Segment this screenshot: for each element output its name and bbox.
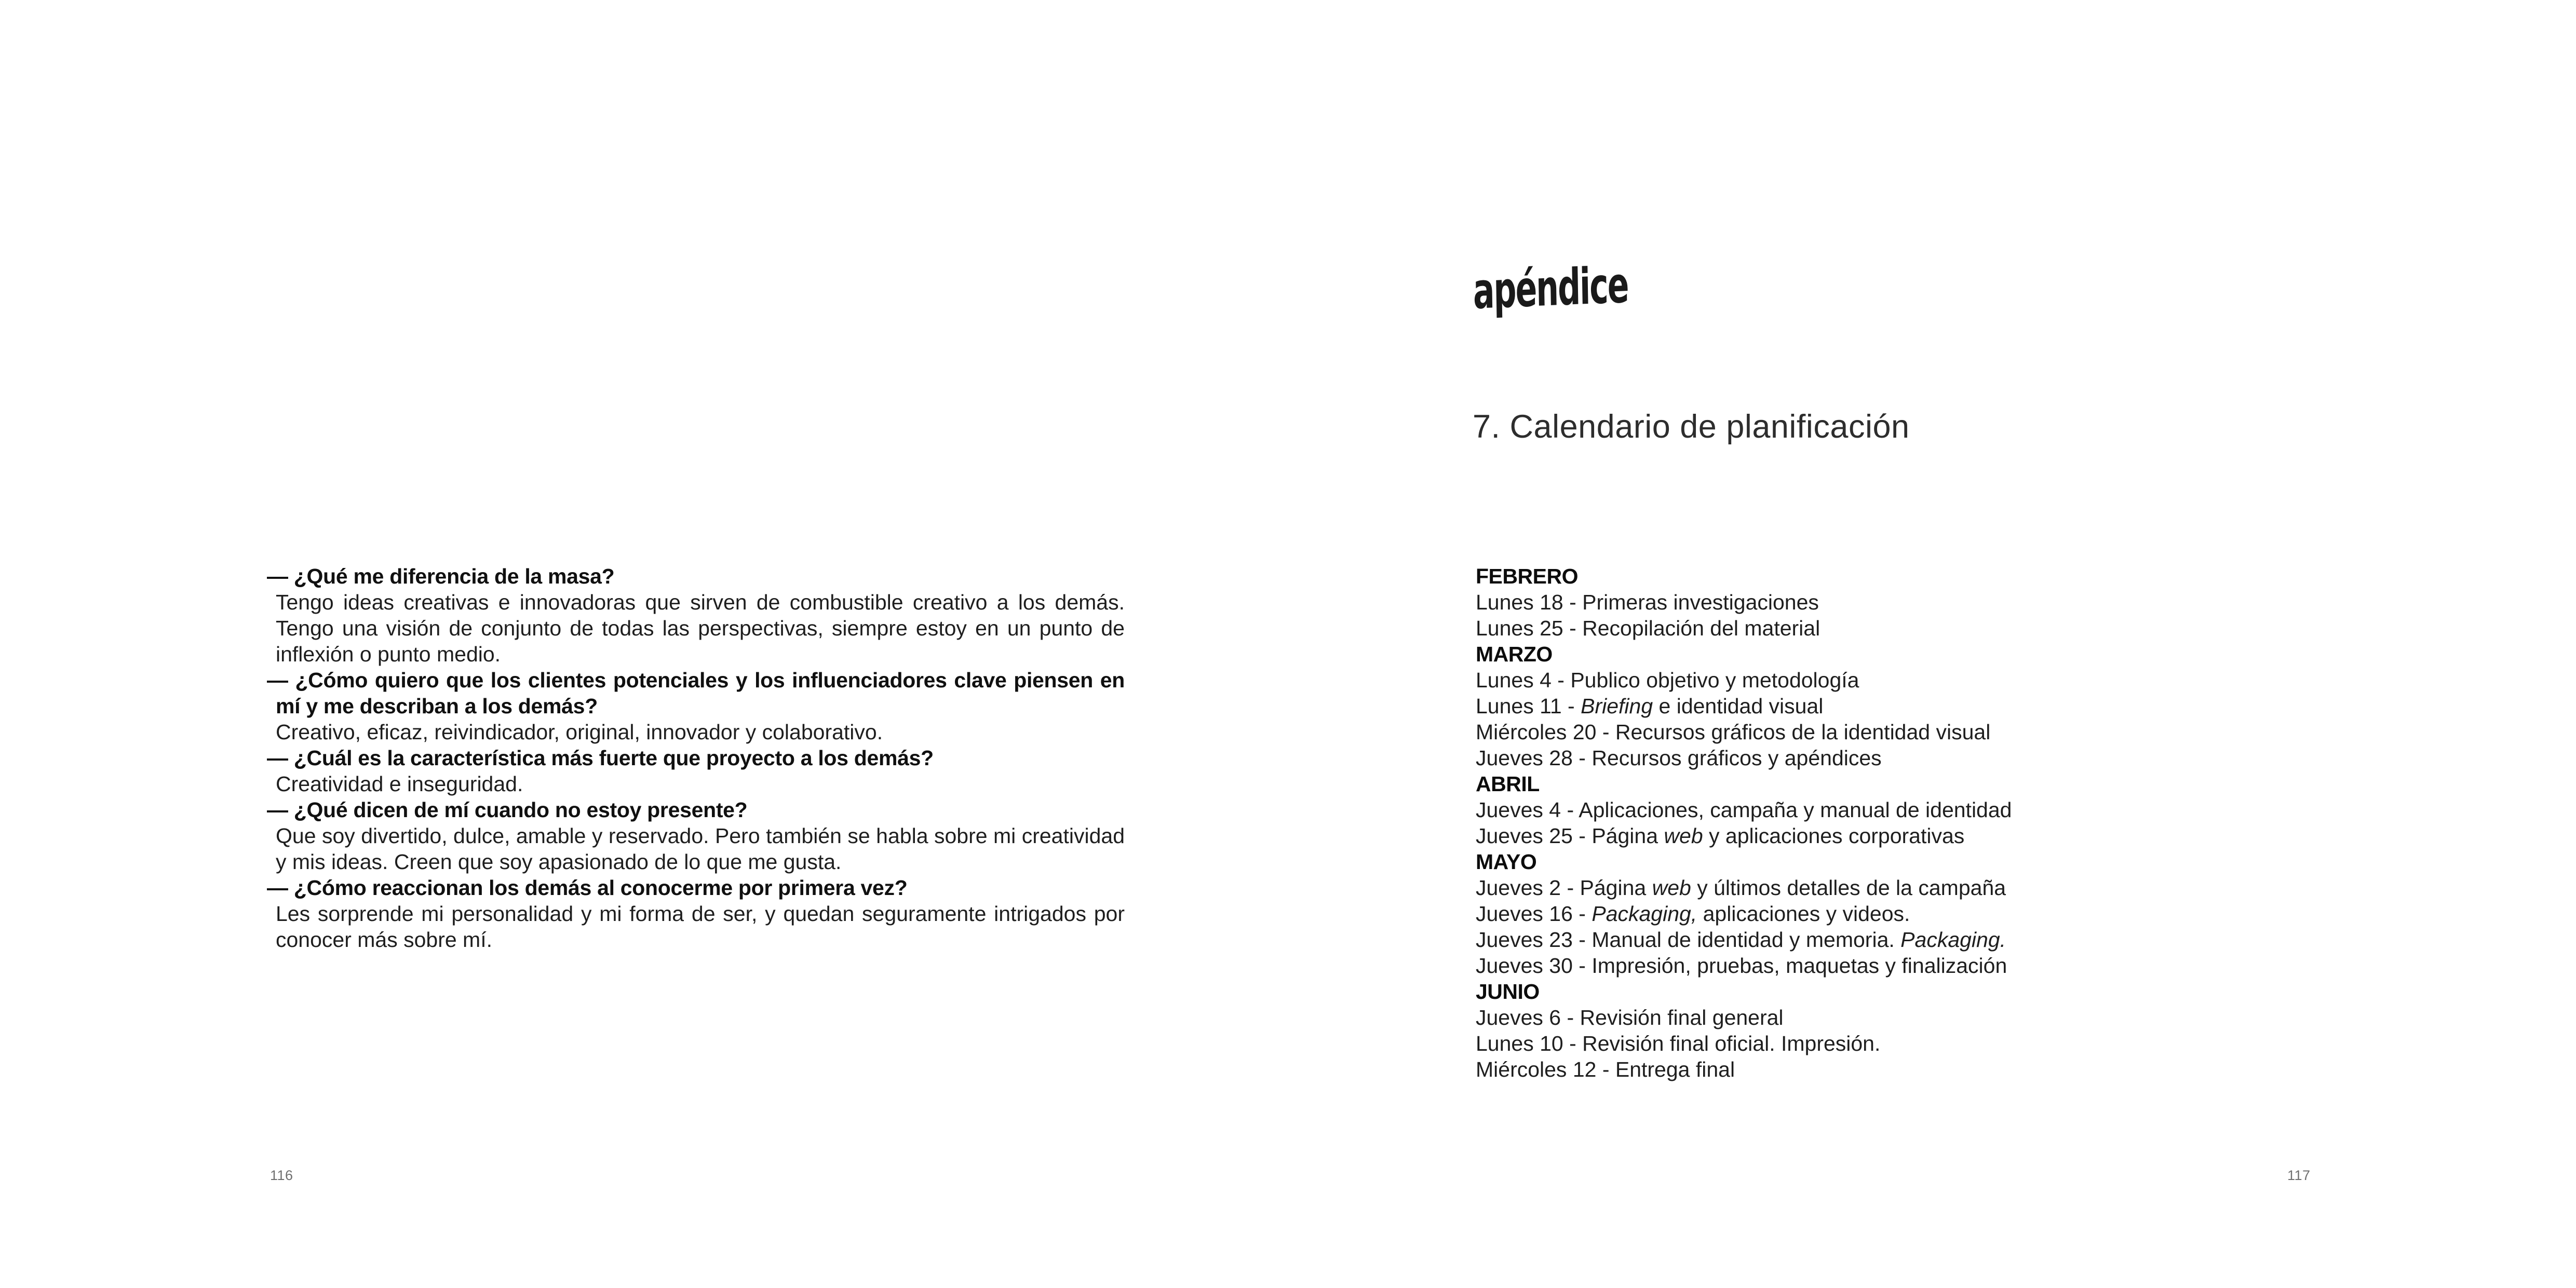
- qa-question: — ¿Cómo quiero que los clientes potenciales y los influenciadores clave piensen en mí y me describan a los demás?: [267, 668, 1125, 718]
- calendar-event: [1476, 875, 2384, 901]
- calendar-event-text: aplicaciones y videos.: [1697, 902, 1910, 926]
- qa-answer: Creatividad e inseguridad.: [276, 772, 523, 796]
- calendar-event-text: Jueves 23 - Manual de identidad y memoria.: [1476, 928, 1901, 952]
- calendar-event-text: Jueves 28 - Recursos gráficos y apéndices: [1476, 746, 1882, 770]
- calendar-event: [1476, 1056, 2384, 1082]
- calendar-event-text: y aplicaciones corporativas: [1703, 824, 1965, 848]
- calendar-month-header: JUNIO: [1476, 980, 1540, 1004]
- qa-question: — ¿Qué me diferencia de la masa?: [267, 564, 615, 588]
- calendar-event-text: Lunes 10 - Revisión final oficial. Impresión.: [1476, 1032, 1881, 1055]
- qa-answer: Creativo, eficaz, reivindicador, original, innovador y colaborativo.: [276, 720, 883, 744]
- calendar-event: [1476, 693, 2384, 719]
- qa-question: — ¿Cuál es la característica más fuerte que proyecto a los demás?: [267, 746, 934, 770]
- calendar-month-header: MAYO: [1476, 850, 1537, 874]
- calendar-event-text: Jueves 30 - Impresión, pruebas, maquetas y finalización: [1476, 954, 2007, 978]
- qa-list: [267, 563, 1125, 953]
- calendar-event: [1476, 901, 2384, 927]
- calendar-event-text: Jueves 16 -: [1476, 902, 1592, 926]
- calendar-event-text: e identidad visual: [1653, 694, 1824, 718]
- calendar-event-text: Miércoles 20 - Recursos gráficos de la identidad visual: [1476, 720, 1991, 744]
- calendar-event-text: Lunes 11 -: [1476, 694, 1581, 718]
- calendar-event-text: y últimos detalles de la campaña: [1691, 876, 2006, 900]
- calendar-month-header: MARZO: [1476, 642, 1553, 666]
- calendar-event-text: Lunes 18 - Primeras investigaciones: [1476, 590, 1819, 614]
- calendar-event: [1476, 797, 2384, 823]
- qa-answer: Tengo ideas creativas e innovadoras que sirven de combustible creativo a los demás. Tengo una visión de conjunto de todas las perspectivas, siempre estoy en un punto de inflexión o punto medio.: [276, 590, 1125, 666]
- calendar-event: [1476, 953, 2384, 979]
- calendar-event-italic-term: web: [1652, 876, 1691, 900]
- apendice-logo: apéndice: [1473, 255, 1629, 320]
- page-number-right: 117: [2287, 1168, 2311, 1183]
- calendar-event-italic-term: Packaging.: [1900, 928, 2006, 952]
- calendar-event-text: Jueves 4 - Aplicaciones, campaña y manual de identidad: [1476, 798, 2012, 822]
- calendar-event-text: Jueves 6 - Revisión final general: [1476, 1006, 1784, 1029]
- calendar-event-italic-term: Briefing: [1581, 694, 1653, 718]
- calendar-event-text: Jueves 25 - Página: [1476, 824, 1664, 848]
- calendar-event: [1476, 823, 2384, 849]
- calendar-event-italic-term: Packaging,: [1592, 902, 1697, 926]
- calendar-event: [1476, 667, 2384, 693]
- qa-question: — ¿Cómo reaccionan los demás al conocerme por primera vez?: [267, 876, 908, 900]
- section-heading: 7. Calendario de planificación: [1473, 409, 1910, 445]
- calendar-event: [1476, 1031, 2384, 1056]
- calendar-event-text: Lunes 4 - Publico objetivo y metodología: [1476, 668, 1859, 692]
- calendar-event: [1476, 589, 2384, 615]
- calendar-event: [1476, 719, 2384, 745]
- qa-question: — ¿Qué dicen de mí cuando no estoy presente?: [267, 798, 748, 822]
- calendar-event: [1476, 745, 2384, 771]
- calendar-event-italic-term: web: [1664, 824, 1703, 848]
- calendar-list: [1476, 563, 2384, 1082]
- calendar-event: [1476, 1005, 2384, 1031]
- calendar-event-text: Jueves 2 - Página: [1476, 876, 1652, 900]
- page-right: [1288, 0, 2576, 1288]
- calendar-event-text: Lunes 25 - Recopilación del material: [1476, 616, 1820, 640]
- page-number-left: 116: [270, 1168, 293, 1183]
- calendar-month-header: ABRIL: [1476, 772, 1540, 796]
- calendar-event: [1476, 927, 2384, 953]
- calendar-month-header: FEBRERO: [1476, 564, 1578, 588]
- qa-answer: Les sorprende mi personalidad y mi forma de ser, y quedan seguramente intrigados por conocer más sobre mí.: [276, 902, 1125, 952]
- qa-answer: Que soy divertido, dulce, amable y reservado. Pero también se habla sobre mi creatividad y mis ideas. Creen que soy apasionado de lo que me gusta.: [276, 824, 1125, 874]
- calendar-event: [1476, 615, 2384, 641]
- calendar-event-text: Miércoles 12 - Entrega final: [1476, 1057, 1735, 1081]
